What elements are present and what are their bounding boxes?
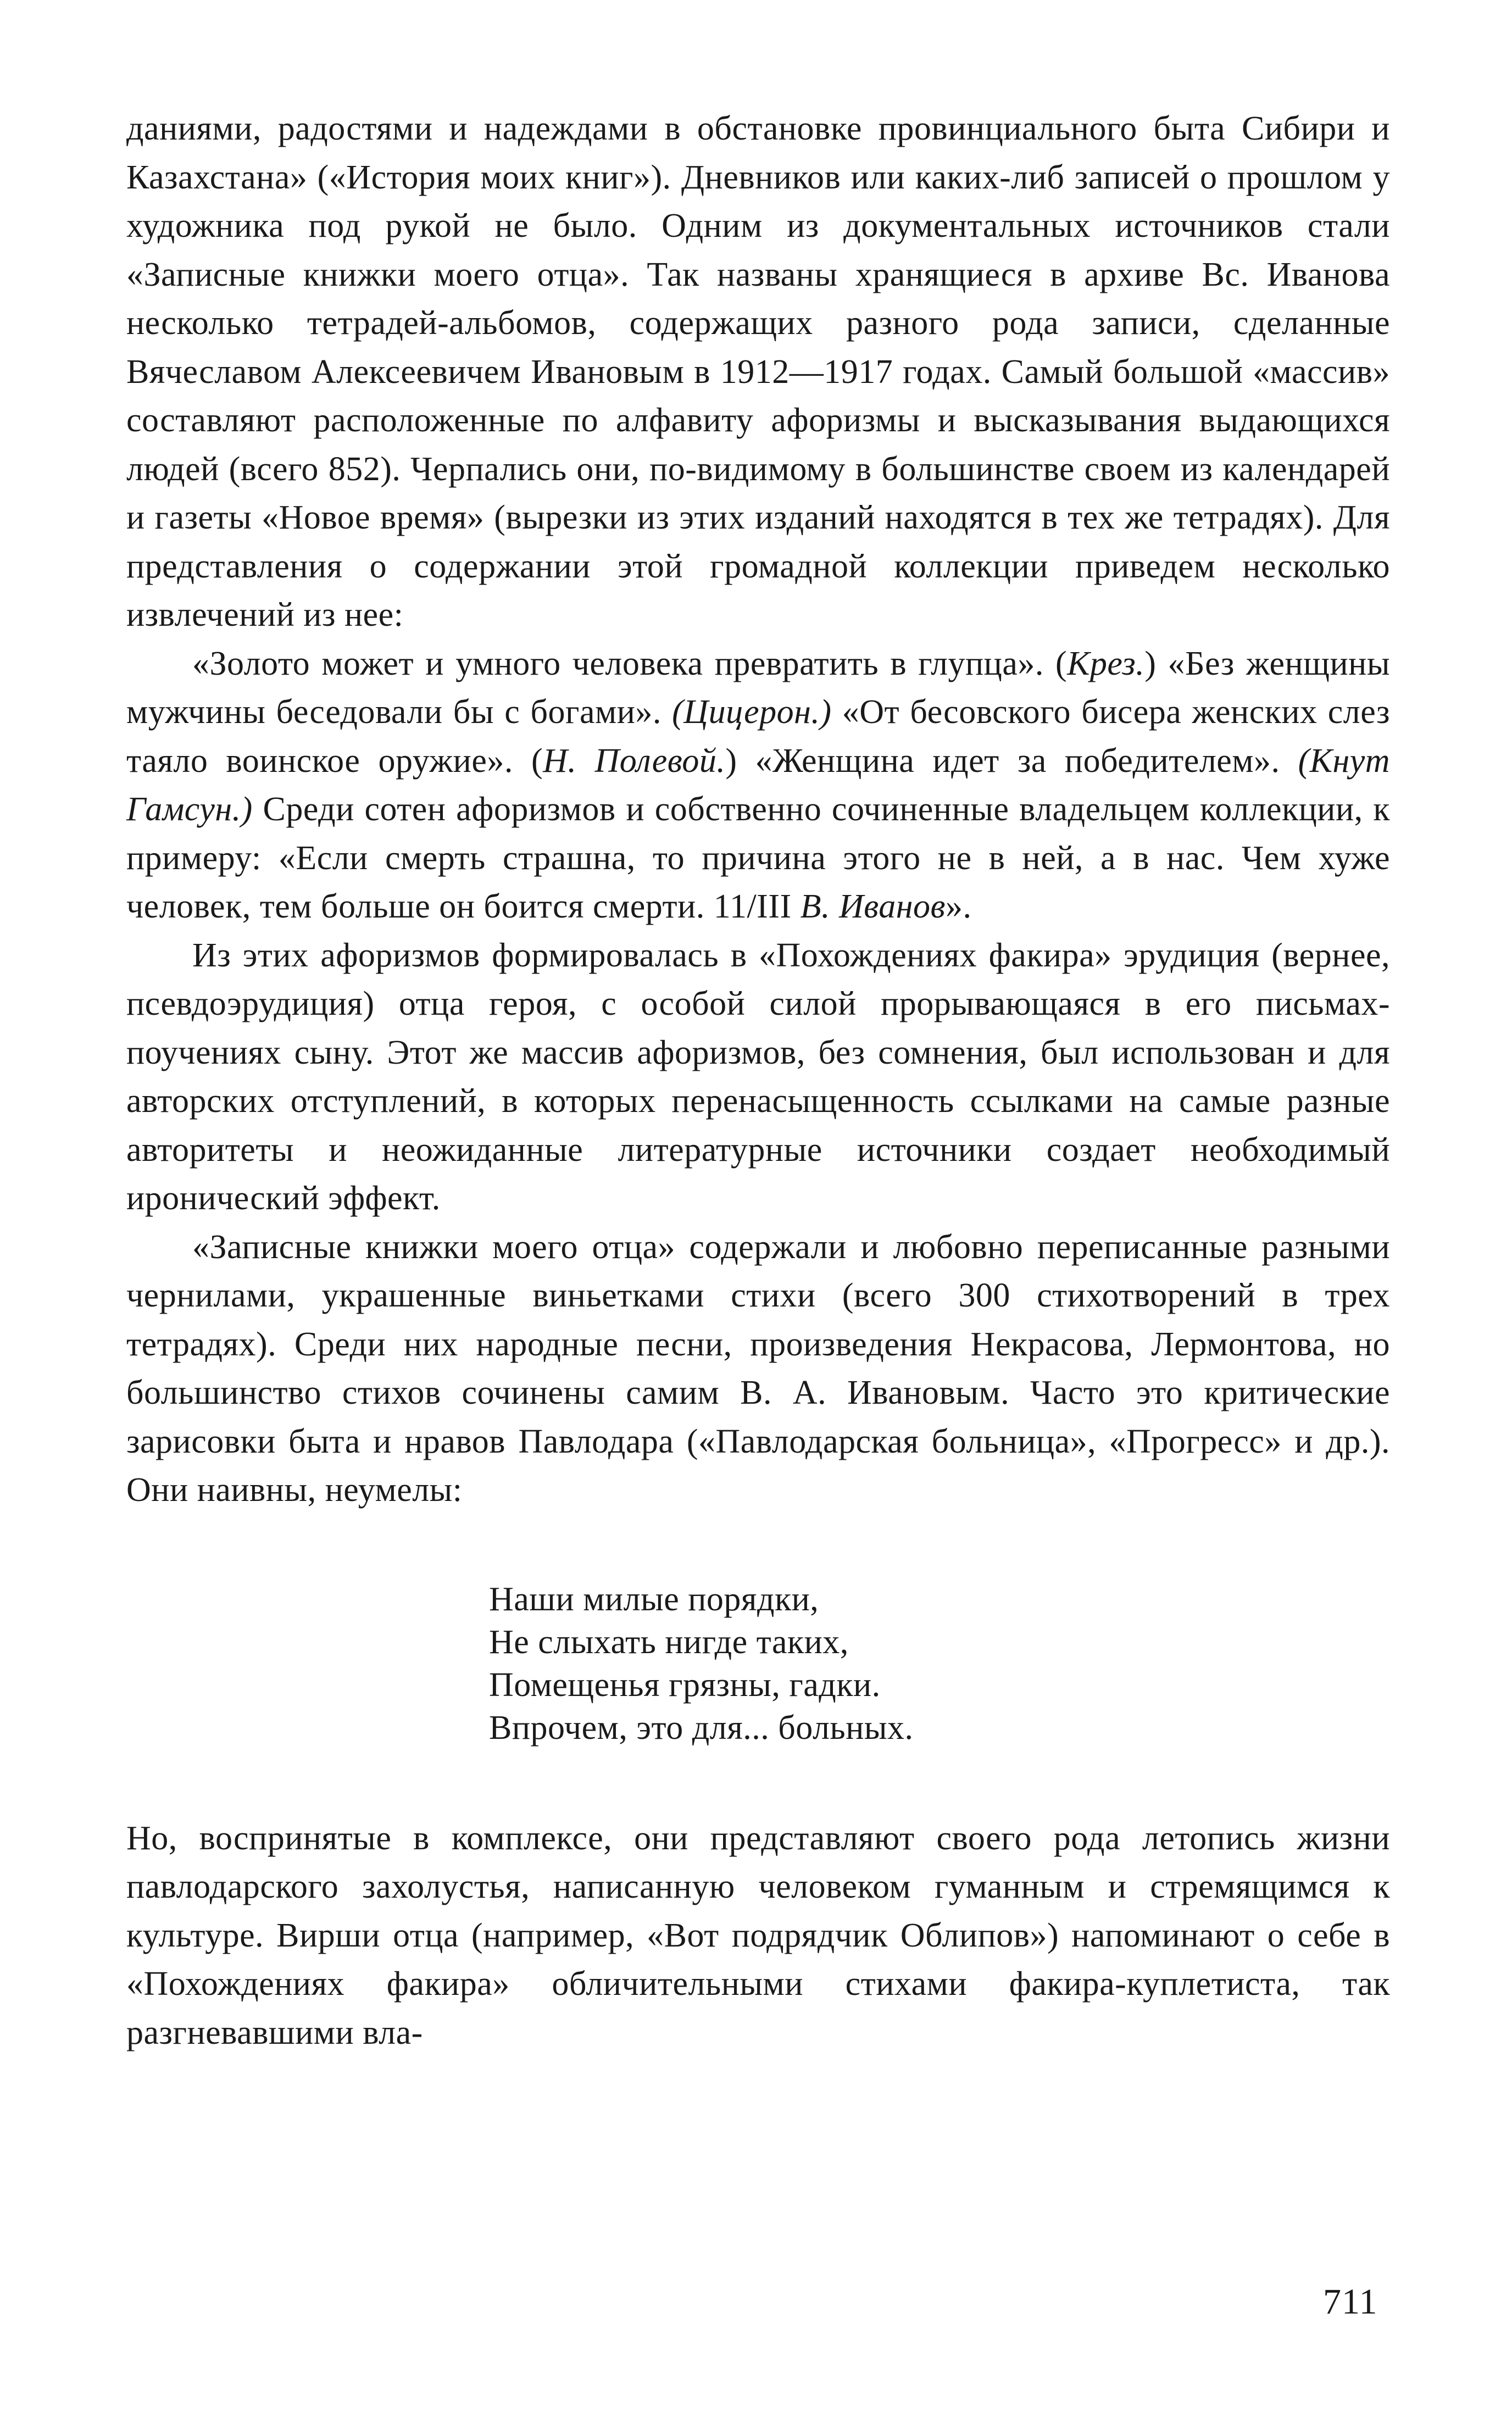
aphorism-source: (Цицерон.) bbox=[672, 693, 832, 731]
aphorism-source: Крез. bbox=[1067, 644, 1145, 682]
verse-line: Помещенья грязны, гадки. bbox=[489, 1666, 881, 1704]
aphorism-source: (Кнут Гамсун.) bbox=[126, 742, 1390, 828]
verse-line: Не слыхать нигде таких, bbox=[489, 1623, 849, 1661]
verse-line: Впрочем, это для... больных. bbox=[489, 1709, 914, 1747]
verse-line: Наши милые порядки, bbox=[489, 1580, 819, 1618]
aphorism-source: Н. Полевой. bbox=[543, 742, 726, 780]
aphorism-text: «От бесовского бисера женских слез таяло воинское оружие». ( bbox=[126, 693, 1390, 780]
aphorism-text: ». bbox=[945, 888, 972, 925]
paragraph-4: «Записные книжки моего отца» содержали и любовно переписанные разными чернилами, украшенные виньетками стихи (всего 300 стихотворений в трех тетрадях). Среди них народные песни, произведения Некрасова, Лермонтова, но большинство стихов сочинены самим В. А. Ивановым. Часто это критические зарисовки быта и нравов Павлодара («Павлодарская больница», «Прогресс» и др.). Они наивны, неумелы: bbox=[126, 1228, 1390, 1509]
aphorism-text: «Золото может и умного человека превратить в глупца». ( bbox=[192, 644, 1068, 682]
aphorism-text: Среди сотен афоризмов и собственно сочиненные владельцем коллекции, к примеру: «Если смерть страшна, то причина этого не в ней, а в нас. Чем хуже человек, тем больше он боится смерти. 11/III bbox=[126, 791, 1390, 925]
aphorism-text: ) «Без женщины мужчины беседовали бы с богами». bbox=[126, 644, 1390, 731]
page-number: 711 bbox=[1323, 2282, 1378, 2322]
book-page bbox=[126, 104, 1390, 2057]
aphorism-source: В. Иванов bbox=[800, 888, 946, 925]
verse-quote bbox=[489, 1578, 1390, 1749]
paragraph-1: даниями, радостями и надеждами в обстановке провинциального быта Сибири и Казахстана» («История моих книг»). Дневников или каких-либ записей о прошлом у художника под рукой не было. Одним из документальных источников стали «Записные книжки моего отца». Так названы хранящиеся в архиве Вс. Иванова несколько тетрадей-альбомов, содержащих разного рода записи, сделанные Вячеславом Алексеевичем Ивановым в 1912—1917 годах. Самый большой «массив» составляют расположенные по алфавиту афоризмы и высказывания выдающихся людей (всего 852). Черпались они, по-видимому в большинстве своем из календарей и газеты «Новое время» (вырезки из этих изданий находятся в тех же тетрадях). Для представления о содержании этой громадной коллекции приведем несколько извлечений из нее: bbox=[126, 110, 1390, 633]
paragraph-5: Но, воспринятые в комплексе, они представляют своего рода летопись жизни павлодарского захолустья, написанную человеком гуманным и стремящимся к культуре. Вирши отца (например, «Вот подрядчик Облипов») напоминают о себе в «Похождениях факира» обличительными стихами факира-куплетиста, так разгневавшими вла- bbox=[126, 1819, 1390, 2051]
aphorism-text: ) «Женщина идет за победителем». bbox=[725, 742, 1298, 780]
paragraph-2-aphorisms bbox=[126, 640, 1390, 931]
paragraph-3: Из этих афоризмов формировалась в «Похождениях факира» эрудиция (вернее, псевдоэрудиция) отца героя, с особой силой прорывающаяся в его письмах-поучениях сыну. Этот же массив афоризмов, без сомнения, был использован и для авторских отступлений, в которых перенасыщенность ссылками на самые разные авторитеты и неожиданные литературные источники создает необходимый иронический эффект. bbox=[126, 936, 1390, 1217]
